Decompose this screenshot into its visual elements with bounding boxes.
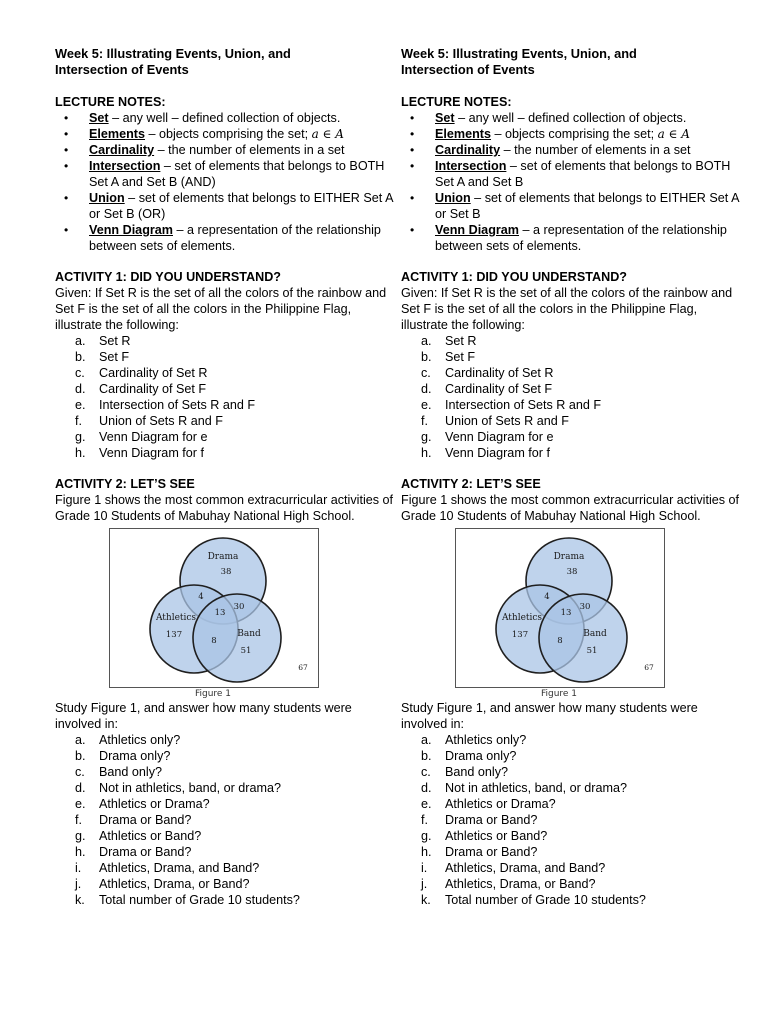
question-item bbox=[55, 860, 400, 876]
lecture-note-item bbox=[55, 110, 400, 126]
item-letter: a. bbox=[421, 733, 432, 747]
item-text: Band only? bbox=[445, 765, 509, 779]
left-column bbox=[55, 46, 400, 923]
athletics-label: Athletics bbox=[501, 613, 543, 623]
item-letter: d. bbox=[421, 781, 432, 795]
athletics-band-value: 8 bbox=[557, 636, 563, 646]
question-item bbox=[401, 748, 746, 764]
note-term: Cardinality bbox=[435, 143, 501, 157]
question-item bbox=[401, 860, 746, 876]
item-text: Athletics, Drama, or Band? bbox=[445, 877, 596, 891]
item-letter: f. bbox=[421, 813, 428, 827]
lecture-notes-list bbox=[55, 110, 400, 254]
item-text: Drama only? bbox=[445, 749, 517, 763]
item-letter: b. bbox=[75, 749, 86, 763]
question-item bbox=[401, 796, 746, 812]
item-letter: a. bbox=[75, 733, 86, 747]
item-text: Union of Sets R and F bbox=[99, 414, 223, 428]
question-item bbox=[55, 413, 400, 429]
item-letter: f. bbox=[421, 414, 428, 428]
athletics-drama-value: 4 bbox=[198, 592, 204, 602]
worksheet-title bbox=[55, 46, 400, 78]
item-text: Drama or Band? bbox=[445, 813, 538, 827]
item-text: Venn Diagram for e bbox=[99, 430, 208, 444]
all-three-value: 13 bbox=[560, 608, 572, 618]
note-definition: – the number of elements in a set bbox=[154, 143, 345, 157]
question-item bbox=[401, 780, 746, 796]
item-text: Venn Diagram for f bbox=[99, 446, 204, 460]
activity1-list bbox=[401, 333, 746, 461]
question-item bbox=[55, 732, 400, 748]
worksheet-title bbox=[401, 46, 746, 78]
item-text: Venn Diagram for f bbox=[445, 446, 550, 460]
note-definition: – set of elements that belongs to EITHER Set A or Set B bbox=[435, 191, 739, 221]
item-text: Drama or Band? bbox=[99, 813, 192, 827]
item-letter: d. bbox=[75, 781, 86, 795]
question-item bbox=[401, 844, 746, 860]
note-definition: – set of elements that belongs to BOTH Set A and Set B bbox=[435, 159, 731, 189]
all-three-value: 13 bbox=[214, 608, 226, 618]
question-item bbox=[401, 349, 746, 365]
item-text: Intersection of Sets R and F bbox=[445, 398, 602, 412]
note-math: a ∈ A bbox=[311, 127, 344, 141]
lecture-note-item bbox=[55, 190, 400, 222]
item-letter: e. bbox=[75, 797, 86, 811]
lecture-note-item bbox=[55, 142, 400, 158]
question-item bbox=[401, 828, 746, 844]
item-text: Athletics or Drama? bbox=[99, 797, 210, 811]
item-text: Union of Sets R and F bbox=[445, 414, 569, 428]
item-text: Cardinality of Set F bbox=[445, 382, 553, 396]
item-text: Venn Diagram for e bbox=[445, 430, 554, 444]
lecture-notes-heading: LECTURE NOTES: bbox=[401, 95, 512, 109]
activity2-heading: ACTIVITY 2: LET’S SEE bbox=[401, 477, 541, 491]
item-text: Total number of Grade 10 students? bbox=[445, 893, 646, 907]
item-letter: g. bbox=[75, 829, 86, 843]
band-label: Band bbox=[237, 629, 261, 639]
note-definition: – objects comprising the set; bbox=[145, 127, 312, 141]
item-text: Athletics or Drama? bbox=[445, 797, 556, 811]
item-text: Athletics, Drama, and Band? bbox=[445, 861, 606, 875]
question-item bbox=[55, 445, 400, 461]
item-letter: j. bbox=[75, 877, 82, 891]
note-term: Set bbox=[89, 111, 109, 125]
note-definition: – any well – defined collection of objects. bbox=[108, 111, 341, 125]
item-text: Athletics or Band? bbox=[99, 829, 202, 843]
lecture-note-item bbox=[55, 158, 400, 190]
figure-caption: Figure 1 bbox=[194, 689, 232, 699]
note-term: Intersection bbox=[89, 159, 161, 173]
question-item bbox=[55, 892, 400, 908]
item-letter: i. bbox=[75, 861, 82, 875]
drama-only-value: 38 bbox=[220, 567, 232, 577]
question-item bbox=[55, 748, 400, 764]
question-item bbox=[401, 732, 746, 748]
activity2-study-prompt: Study Figure 1, and answer how many students were involved in: bbox=[401, 701, 698, 731]
lecture-notes-list bbox=[401, 110, 746, 254]
bullet-icon: • bbox=[64, 191, 69, 205]
question-item bbox=[55, 764, 400, 780]
item-letter: i. bbox=[421, 861, 428, 875]
lecture-note-item bbox=[401, 190, 746, 222]
title-line-2: Intersection of Events bbox=[55, 62, 189, 77]
title-line-2: Intersection of Events bbox=[401, 62, 535, 77]
item-text: Drama or Band? bbox=[445, 845, 538, 859]
activity2-list bbox=[401, 732, 746, 908]
question-item bbox=[401, 812, 746, 828]
item-letter: f. bbox=[75, 813, 82, 827]
athletics-drama-value: 4 bbox=[544, 592, 550, 602]
item-text: Band only? bbox=[99, 765, 163, 779]
question-item bbox=[55, 365, 400, 381]
lecture-note-item bbox=[401, 222, 746, 254]
lecture-note-item bbox=[55, 126, 400, 142]
item-letter: g. bbox=[421, 829, 432, 843]
item-text: Set F bbox=[99, 350, 130, 364]
activity1-given: Given: If Set R is the set of all the colors of the rainbow and Set F is the set of all the colors in the Philippine Flag, illustrate the following: bbox=[55, 286, 387, 332]
drama-label: Drama bbox=[553, 552, 585, 562]
bullet-icon: • bbox=[64, 111, 69, 125]
athletics-label: Athletics bbox=[155, 613, 197, 623]
band-label: Band bbox=[583, 629, 607, 639]
item-letter: e. bbox=[75, 398, 86, 412]
activity1-heading: ACTIVITY 1: DID YOU UNDERSTAND? bbox=[55, 270, 282, 284]
figure-caption: Figure 1 bbox=[540, 689, 578, 699]
item-letter: h. bbox=[75, 446, 86, 460]
bullet-icon: • bbox=[410, 159, 415, 173]
note-term: Elements bbox=[435, 127, 491, 141]
activity1-given: Given: If Set R is the set of all the colors of the rainbow and Set F is the set of all the colors in the Philippine Flag, illustrate the following: bbox=[401, 286, 733, 332]
question-item bbox=[401, 429, 746, 445]
item-text: Not in athletics, band, or drama? bbox=[445, 781, 628, 795]
note-term: Elements bbox=[89, 127, 145, 141]
item-letter: h. bbox=[75, 845, 86, 859]
note-definition: – a representation of the relationship between sets of elements. bbox=[89, 223, 381, 253]
drama-only-value: 38 bbox=[566, 567, 578, 577]
outside-value: 67 bbox=[644, 663, 654, 672]
venn-diagram-figure bbox=[109, 528, 319, 688]
item-letter: d. bbox=[421, 382, 432, 396]
venn-diagram-svg bbox=[110, 529, 318, 687]
item-letter: f. bbox=[75, 414, 82, 428]
item-letter: e. bbox=[421, 797, 432, 811]
item-letter: g. bbox=[75, 430, 86, 444]
bullet-icon: • bbox=[64, 127, 69, 141]
item-text: Athletics or Band? bbox=[445, 829, 548, 843]
question-item bbox=[55, 429, 400, 445]
venn-diagram-svg bbox=[456, 529, 664, 687]
question-item bbox=[55, 796, 400, 812]
note-definition: – objects comprising the set; bbox=[491, 127, 658, 141]
title-line-1: Week 5: Illustrating Events, Union, and bbox=[55, 46, 291, 61]
note-definition: – set of elements that belongs to BOTH Set A and Set B (AND) bbox=[89, 159, 385, 189]
item-letter: c. bbox=[75, 366, 85, 380]
drama-band-value: 30 bbox=[233, 602, 245, 612]
note-term: Venn Diagram bbox=[89, 223, 173, 237]
item-text: Set R bbox=[99, 334, 131, 348]
item-letter: b. bbox=[421, 749, 432, 763]
note-definition: – set of elements that belongs to EITHER Set A or Set B (OR) bbox=[89, 191, 393, 221]
question-item bbox=[401, 397, 746, 413]
band-only-value: 51 bbox=[240, 646, 252, 656]
item-letter: a. bbox=[75, 334, 86, 348]
question-item bbox=[401, 365, 746, 381]
lecture-note-item bbox=[55, 222, 400, 254]
item-text: Cardinality of Set F bbox=[99, 382, 207, 396]
question-item bbox=[401, 445, 746, 461]
question-item bbox=[55, 349, 400, 365]
item-letter: c. bbox=[75, 765, 85, 779]
note-term: Union bbox=[435, 191, 471, 205]
athletics-only-value: 137 bbox=[165, 630, 183, 640]
item-letter: a. bbox=[421, 334, 432, 348]
activity2-list bbox=[55, 732, 400, 908]
item-text: Athletics, Drama, and Band? bbox=[99, 861, 260, 875]
note-term: Intersection bbox=[435, 159, 507, 173]
item-text: Athletics, Drama, or Band? bbox=[99, 877, 250, 891]
question-item bbox=[55, 333, 400, 349]
bullet-icon: • bbox=[410, 223, 415, 237]
note-definition: – any well – defined collection of objects. bbox=[454, 111, 687, 125]
right-column bbox=[401, 46, 746, 923]
item-text: Athletics only? bbox=[445, 733, 527, 747]
question-item bbox=[401, 892, 746, 908]
activity2-intro: Figure 1 shows the most common extracurricular activities of Grade 10 Students of Mabuhay National High School. bbox=[401, 493, 740, 523]
bullet-icon: • bbox=[410, 127, 415, 141]
activity1-list bbox=[55, 333, 400, 461]
venn-diagram-figure bbox=[455, 528, 665, 688]
item-letter: b. bbox=[421, 350, 432, 364]
question-item bbox=[401, 381, 746, 397]
outside-value: 67 bbox=[298, 663, 308, 672]
note-definition: – a representation of the relationship between sets of elements. bbox=[435, 223, 727, 253]
item-letter: b. bbox=[75, 350, 86, 364]
note-definition: – the number of elements in a set bbox=[500, 143, 691, 157]
note-term: Union bbox=[89, 191, 125, 205]
lecture-note-item bbox=[401, 142, 746, 158]
lecture-note-item bbox=[401, 158, 746, 190]
item-text: Set F bbox=[445, 350, 476, 364]
question-item bbox=[55, 812, 400, 828]
question-item bbox=[401, 876, 746, 892]
item-text: Drama only? bbox=[99, 749, 171, 763]
question-item bbox=[401, 413, 746, 429]
note-term: Cardinality bbox=[89, 143, 155, 157]
athletics-only-value: 137 bbox=[511, 630, 529, 640]
item-letter: c. bbox=[421, 366, 431, 380]
lecture-note-item bbox=[401, 126, 746, 142]
item-letter: h. bbox=[421, 845, 432, 859]
note-math: a ∈ A bbox=[657, 127, 690, 141]
bullet-icon: • bbox=[410, 143, 415, 157]
question-item bbox=[55, 381, 400, 397]
question-item bbox=[55, 397, 400, 413]
item-letter: d. bbox=[75, 382, 86, 396]
item-letter: g. bbox=[421, 430, 432, 444]
item-text: Intersection of Sets R and F bbox=[99, 398, 256, 412]
drama-label: Drama bbox=[207, 552, 239, 562]
drama-band-value: 30 bbox=[579, 602, 591, 612]
activity1-heading: ACTIVITY 1: DID YOU UNDERSTAND? bbox=[401, 270, 628, 284]
note-term: Set bbox=[435, 111, 455, 125]
bullet-icon: • bbox=[64, 143, 69, 157]
question-item bbox=[401, 333, 746, 349]
question-item bbox=[55, 844, 400, 860]
bullet-icon: • bbox=[64, 223, 69, 237]
item-letter: c. bbox=[421, 765, 431, 779]
item-text: Drama or Band? bbox=[99, 845, 192, 859]
item-text: Not in athletics, band, or drama? bbox=[99, 781, 282, 795]
bullet-icon: • bbox=[410, 191, 415, 205]
item-text: Athletics only? bbox=[99, 733, 181, 747]
item-text: Cardinality of Set R bbox=[99, 366, 208, 380]
question-item bbox=[55, 876, 400, 892]
item-letter: k. bbox=[75, 893, 85, 907]
title-line-1: Week 5: Illustrating Events, Union, and bbox=[401, 46, 637, 61]
item-letter: e. bbox=[421, 398, 432, 412]
item-text: Total number of Grade 10 students? bbox=[99, 893, 300, 907]
item-text: Set R bbox=[445, 334, 477, 348]
lecture-notes-heading: LECTURE NOTES: bbox=[55, 95, 166, 109]
activity2-study-prompt: Study Figure 1, and answer how many students were involved in: bbox=[55, 701, 352, 731]
athletics-band-value: 8 bbox=[211, 636, 217, 646]
bullet-icon: • bbox=[410, 111, 415, 125]
question-item bbox=[401, 764, 746, 780]
lecture-note-item bbox=[401, 110, 746, 126]
bullet-icon: • bbox=[64, 159, 69, 173]
note-term: Venn Diagram bbox=[435, 223, 519, 237]
item-letter: h. bbox=[421, 446, 432, 460]
activity2-intro: Figure 1 shows the most common extracurricular activities of Grade 10 Students of Mabuhay National High School. bbox=[55, 493, 394, 523]
item-text: Cardinality of Set R bbox=[445, 366, 554, 380]
item-letter: k. bbox=[421, 893, 431, 907]
question-item bbox=[55, 828, 400, 844]
activity2-heading: ACTIVITY 2: LET’S SEE bbox=[55, 477, 195, 491]
band-only-value: 51 bbox=[586, 646, 598, 656]
question-item bbox=[55, 780, 400, 796]
item-letter: j. bbox=[421, 877, 428, 891]
